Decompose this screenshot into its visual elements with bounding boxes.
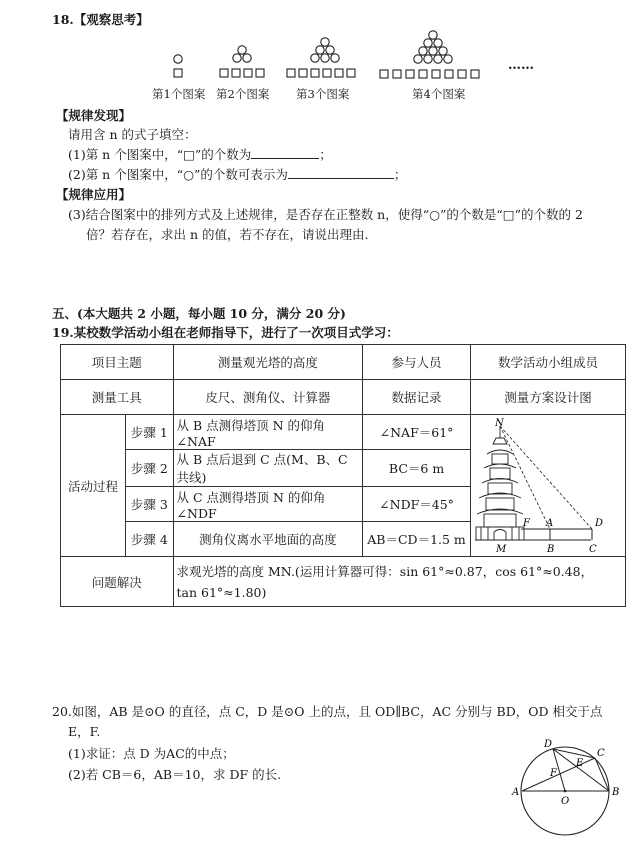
label-c: C: [588, 543, 597, 555]
q19-intro: 19.某校数学活动小组在老师指导下，进行了一次项目式学习：: [52, 325, 399, 340]
project-table: [60, 344, 626, 607]
q18-sub1-answer-blank[interactable]: [251, 145, 319, 159]
measurement-figure-cell: [470, 415, 625, 557]
q18-sub2: (2)第 n 个图案中，“○”的个数可表示为 ；: [68, 167, 407, 182]
q18-instruction: 请用含 n 的式子填空：: [68, 127, 197, 142]
participants-value: 数学活动小组成员: [470, 345, 625, 380]
problem-text-line2: tan 61°≈1.80): [176, 584, 267, 600]
circle-label-a: A: [512, 787, 520, 798]
data-record-label: 数据记录: [363, 380, 471, 415]
section5-heading: 五、(本大题共 2 小题，每小题 10 分，满分 20 分): [52, 306, 346, 321]
q18-title: 18.【观察思考】: [52, 12, 149, 27]
problem-label: 问题解决: [61, 557, 174, 607]
table-row: [61, 380, 626, 415]
q18-sub2-answer-blank[interactable]: [288, 165, 394, 179]
q20-line2: E，F.: [68, 724, 101, 739]
circle-label-e: E: [576, 758, 584, 769]
law-find-heading: 【规律发现】: [56, 108, 132, 123]
problem-text-line1: 求观光塔的高度 MN.(运用计算器可得：sin 61°≈0.87，cos 61°≈0.48，: [176, 563, 594, 579]
caption-pattern-1: 第1个图案: [152, 87, 206, 101]
q18-sub3-line1: (3)结合图案中的排列方式及上述规律，是否存在正整数 n，使得“○”的个数是“□”的个数的 2: [68, 207, 583, 222]
circle-label-o: O: [561, 796, 570, 807]
caption-pattern-4: 第4个图案: [412, 87, 466, 101]
project-theme-label: 项目主题: [61, 345, 174, 380]
label-n: N: [494, 417, 504, 429]
step-description: 从 B 点后退到 C 点(M、B、C 共线): [173, 450, 363, 487]
tools-value: 皮尺、测角仪、计算器: [173, 380, 363, 415]
q18-sub1-text: (1)第 n 个图案中，“□”的个数为: [68, 147, 252, 162]
label-b: B: [546, 543, 555, 555]
q18-sub1: (1)第 n 个图案中，“□”的个数为 ；: [68, 147, 332, 162]
tower-measurement-figure: [471, 416, 625, 556]
design-figure-label: 测量方案设计图: [470, 380, 625, 415]
step-data: ∠NAF＝61°: [363, 415, 471, 450]
table-row: [61, 557, 626, 607]
circle-label-b: B: [612, 787, 620, 798]
tools-label: 测量工具: [61, 380, 174, 415]
step-description: 从 C 点测得塔顶 N 的仰角∠NDF: [173, 487, 363, 522]
circle-geometry-figure: [508, 735, 627, 863]
participants-label: 参与人员: [363, 345, 471, 380]
label-d: D: [594, 517, 603, 529]
process-label: 活动过程: [61, 415, 126, 557]
tower-drawing: [476, 426, 524, 540]
q18-sub2-text: (2)第 n 个图案中，“○”的个数可表示为: [68, 167, 288, 182]
q20-sub1: (1)求证：点 D 为AC的中点；: [68, 746, 235, 761]
label-f: F: [522, 517, 530, 529]
q20-line1: 20.如图，AB 是⊙O 的直径，点 C，D 是⊙O 上的点，且 OD∥BC，AC 分别与 BD，OD 相交于点: [52, 704, 603, 719]
pattern-ellipsis: ……: [508, 58, 534, 73]
circle-label-d: D: [544, 739, 553, 750]
step-data: ∠NDF＝45°: [363, 487, 471, 522]
step-description: 测角仪离水平地面的高度: [173, 522, 363, 557]
q20-sub2: (2)若 CB＝6，AB＝10，求 DF 的长.: [68, 767, 282, 782]
pattern-4-figure: [378, 28, 493, 86]
step-number: 步骤 4: [126, 522, 173, 557]
step-number: 步骤 2: [126, 450, 173, 487]
label-m: M: [495, 543, 507, 555]
law-apply-heading: 【规律应用】: [56, 187, 132, 202]
circle-label-f: F: [550, 768, 557, 779]
caption-pattern-2: 第2个图案: [216, 87, 270, 101]
step-number: 步骤 1: [126, 415, 173, 450]
pattern-3-figure: [285, 35, 365, 85]
caption-pattern-3: 第3个图案: [296, 87, 350, 101]
pattern-1-figure: [168, 52, 188, 82]
step-data: BC＝6 m: [363, 450, 471, 487]
q18-sub3-line2: 倍？若存在，求出 n 的值，若不存在，请说出理由.: [86, 227, 369, 242]
table-row: [61, 345, 626, 380]
circle-label-c: C: [597, 748, 605, 759]
project-theme-value: 测量观光塔的高度: [173, 345, 363, 380]
table-row: [61, 415, 626, 450]
label-a: A: [545, 517, 554, 529]
pattern-2-figure: [215, 43, 270, 83]
step-description: 从 B 点测得塔顶 N 的仰角∠NAF: [173, 415, 363, 450]
problem-text: [173, 557, 625, 607]
step-number: 步骤 3: [126, 487, 173, 522]
step-data: AB＝CD＝1.5 m: [363, 522, 471, 557]
